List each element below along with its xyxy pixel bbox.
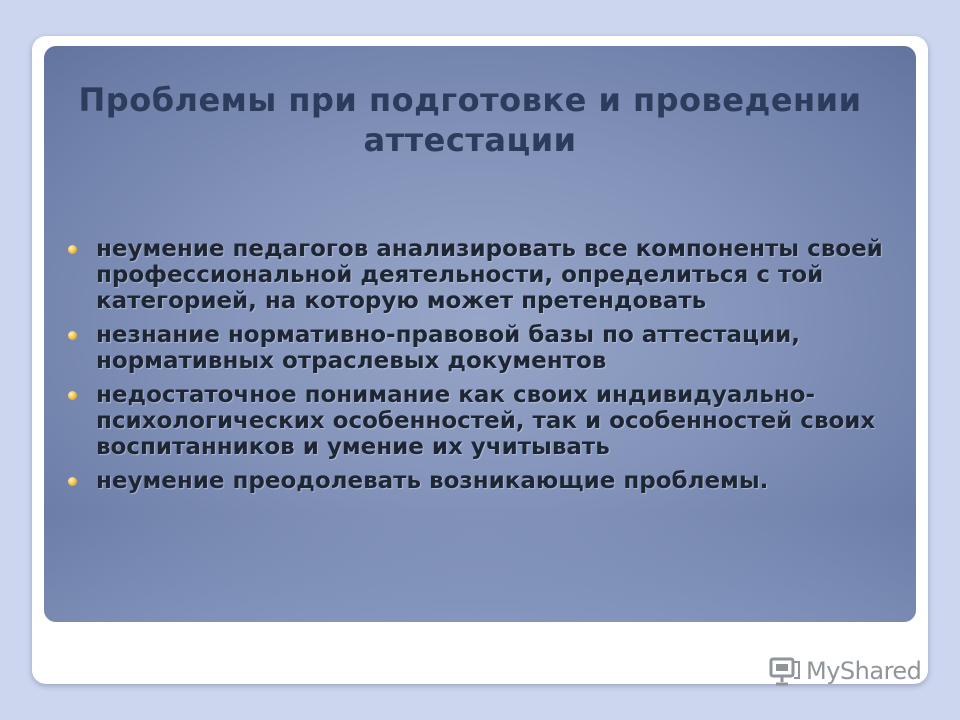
bullet-item [96,382,906,460]
bullet-text: неумение педагогов анализировать все компоненты своей профессиональной деятельности, определиться с той категорией, на которую может претендовать [96,236,883,314]
slide-title: Проблемы при подготовке и проведении аттестации [78,81,862,159]
bullet-dot-icon [68,331,77,340]
bullet-text: неумение преодолевать возникающие проблемы. [96,468,769,494]
bullet-item [96,236,906,314]
bullet-text: недостаточное понимание как своих индивидуально-психологических особенностей, так и особенностей своих воспитанников и умение их учитывать [96,382,876,460]
bullet-item [96,468,906,494]
bullet-dot-icon [68,245,77,254]
watermark-text: MyShared [806,657,922,685]
bullet-dot-icon [68,477,77,486]
bullet-dot-icon [68,391,77,400]
bullet-item [96,322,906,374]
myshared-watermark[interactable] [768,654,921,688]
bullet-list [96,236,906,502]
bullet-text: незнание нормативно-правовой базы по аттестации, нормативных отраслевых документов [96,322,801,374]
myshared-logo-icon [768,654,802,688]
